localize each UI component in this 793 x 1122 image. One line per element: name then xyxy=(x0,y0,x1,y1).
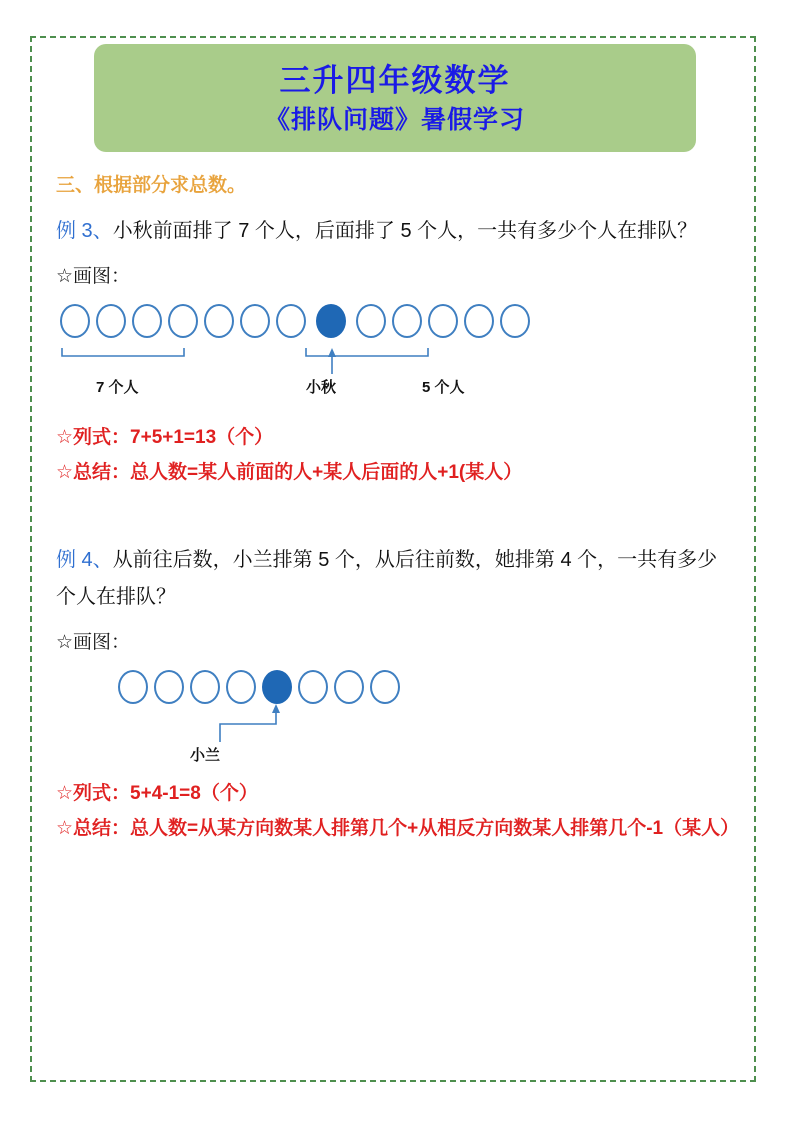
person-circle xyxy=(154,670,184,704)
center-person-label: 小兰 xyxy=(190,747,221,765)
person-circle-highlighted xyxy=(262,670,292,704)
example-4-question: 从前往后数，小兰排第 5 个，从后往前数，她排第 4 个，一共有多少个人在排队？ xyxy=(56,548,718,608)
right-group-label: 5 个人 xyxy=(422,378,465,396)
center-person-label: 小秋 xyxy=(306,378,337,396)
left-group-label: 7 个人 xyxy=(96,378,139,396)
person-circle xyxy=(190,670,220,704)
page-subtitle: 《排队问题》暑假学习 xyxy=(264,105,525,134)
example-4-text xyxy=(56,542,736,616)
example-4-summary: ☆总结：总人数=从某方向数某人排第几个+从相反方向数某人排第几个-1（某人） xyxy=(56,818,740,840)
person-circle xyxy=(500,304,530,338)
person-circle xyxy=(298,670,328,704)
person-circle xyxy=(226,670,256,704)
example-3-text xyxy=(56,213,736,250)
person-circle xyxy=(60,304,90,338)
title-banner xyxy=(94,44,696,152)
document-content xyxy=(56,44,740,846)
person-circle xyxy=(334,670,364,704)
example-4 xyxy=(56,542,740,846)
person-circle xyxy=(370,670,400,704)
diagram-arrow xyxy=(60,704,460,764)
example-4-draw-label: ☆画图： xyxy=(56,631,131,653)
example-3-summary: ☆总结：总人数=某人前面的人+某人后面的人+1(某人） xyxy=(56,461,523,483)
section-heading: 三、根据部分求总数。 xyxy=(56,175,247,196)
person-circle xyxy=(356,304,386,338)
example-3-draw-label: ☆画图： xyxy=(56,265,131,287)
example-4-diagram xyxy=(60,666,736,776)
person-circle xyxy=(428,304,458,338)
person-circle xyxy=(132,304,162,338)
person-circle xyxy=(96,304,126,338)
example-4-label: 例 4、 xyxy=(56,548,113,571)
page-title: 三升四年级数学 xyxy=(279,63,511,99)
example-4-formula: ☆列式：5+4-1=8（个） xyxy=(56,783,258,805)
person-circle xyxy=(240,304,270,338)
example-3-formula: ☆列式：7+5+1=13（个） xyxy=(56,426,274,448)
person-circle xyxy=(204,304,234,338)
person-circle-highlighted xyxy=(316,304,346,338)
example-3-diagram xyxy=(60,300,736,420)
person-circle xyxy=(168,304,198,338)
person-circle xyxy=(392,304,422,338)
person-circle xyxy=(118,670,148,704)
example-3 xyxy=(56,213,736,490)
example-3-label: 例 3、 xyxy=(56,219,113,242)
example-3-question: 小秋前面排了 7 个人，后面排了 5 个人，一共有多少个人在排队？ xyxy=(112,219,698,242)
person-circle xyxy=(276,304,306,338)
person-circle xyxy=(464,304,494,338)
